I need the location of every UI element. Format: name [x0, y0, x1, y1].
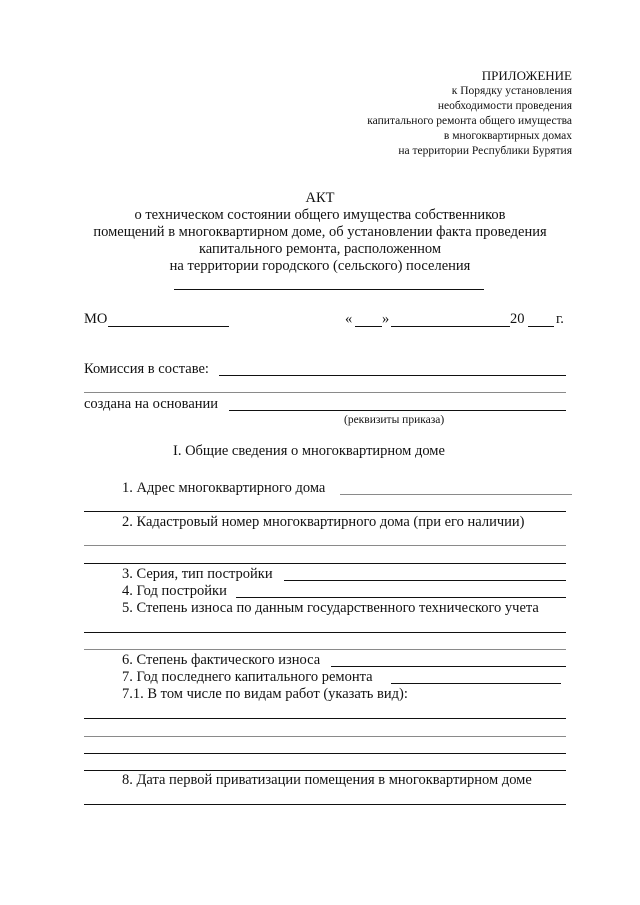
appendix-block — [367, 68, 572, 159]
item-repair-types-blank-1[interactable] — [84, 718, 566, 719]
act-title-block — [0, 190, 640, 275]
commission-composition-blank-2[interactable] — [84, 392, 566, 393]
section-1-heading: I. Общие сведения о многоквартирном доме — [173, 443, 445, 459]
appendix-line: на территории Республики Бурятия — [398, 145, 572, 157]
appendix-line: капитального ремонта общего имущества — [367, 115, 572, 127]
act-title-line: помещений в многоквартирном доме, об установлении факта проведения — [93, 224, 547, 240]
item-series-blank[interactable] — [284, 580, 566, 581]
item-year-built-blank[interactable] — [236, 597, 566, 598]
item-address-label: 1. Адрес многоквартирного дома — [122, 480, 326, 496]
commission-basis-blank[interactable] — [229, 410, 566, 411]
item-address-blank-2[interactable] — [84, 511, 566, 512]
mo-blank[interactable] — [108, 326, 229, 327]
item-repair-types-blank-4[interactable] — [84, 770, 566, 771]
item-last-repair-blank[interactable] — [391, 683, 561, 684]
date-open-quote: « — [345, 311, 353, 327]
item-wear-tech-blank-2[interactable] — [84, 649, 566, 650]
item-repair-types-blank-2[interactable] — [84, 736, 566, 737]
mo-label: МО — [84, 311, 108, 327]
item-wear-actual-blank[interactable] — [331, 666, 566, 667]
item-address-blank[interactable] — [340, 494, 572, 495]
commission-basis-hint: (реквизиты приказа) — [344, 414, 445, 426]
item-series-label: 3. Серия, тип постройки — [122, 566, 273, 582]
item-cadastral-blank[interactable] — [84, 545, 566, 546]
act-title-line: капитального ремонта, расположенном — [198, 241, 442, 257]
year-prefix: 20 — [510, 311, 525, 327]
commission-composition-blank[interactable] — [219, 375, 566, 376]
commission-composition-label: Комиссия в составе: — [84, 361, 209, 377]
appendix-line: необходимости проведения — [437, 100, 572, 112]
appendix-line: к Порядку установления — [451, 85, 572, 97]
item-repair-types-label: 7.1. В том числе по видам работ (указать вид): — [122, 686, 408, 702]
item-year-built-label: 4. Год постройки — [122, 583, 227, 599]
item-last-repair-label: 7. Год последнего капитального ремонта — [122, 669, 373, 685]
date-day-blank[interactable] — [355, 326, 382, 327]
act-title-line: на территории городского (сельского) поселения — [169, 258, 471, 274]
item-wear-tech-label: 5. Степень износа по данным государственного технического учета — [122, 600, 539, 616]
item-cadastral-label: 2. Кадастровый номер многоквартирного дома (при его наличии) — [122, 514, 525, 530]
item-wear-tech-blank[interactable] — [84, 632, 566, 633]
act-title-line: о техническом состоянии общего имущества собственников — [134, 207, 506, 223]
item-privatization-label: 8. Дата первой приватизации помещения в многоквартирном доме — [122, 772, 532, 788]
appendix-line: в многоквартирных домах — [443, 130, 572, 142]
item-privatization-blank[interactable] — [84, 804, 566, 805]
item-cadastral-blank-2[interactable] — [84, 563, 566, 564]
act-heading: АКТ — [305, 190, 335, 206]
date-close-quote: » — [382, 311, 390, 327]
commission-basis-label: создана на основании — [84, 396, 219, 412]
date-month-blank[interactable] — [391, 326, 510, 327]
date-year-blank[interactable] — [528, 326, 554, 327]
year-suffix: г. — [556, 311, 564, 327]
settlement-blank[interactable] — [174, 289, 484, 290]
appendix-heading: ПРИЛОЖЕНИЕ — [481, 68, 572, 83]
item-wear-actual-label: 6. Степень фактического износа — [122, 652, 321, 668]
item-repair-types-blank-3[interactable] — [84, 753, 566, 754]
